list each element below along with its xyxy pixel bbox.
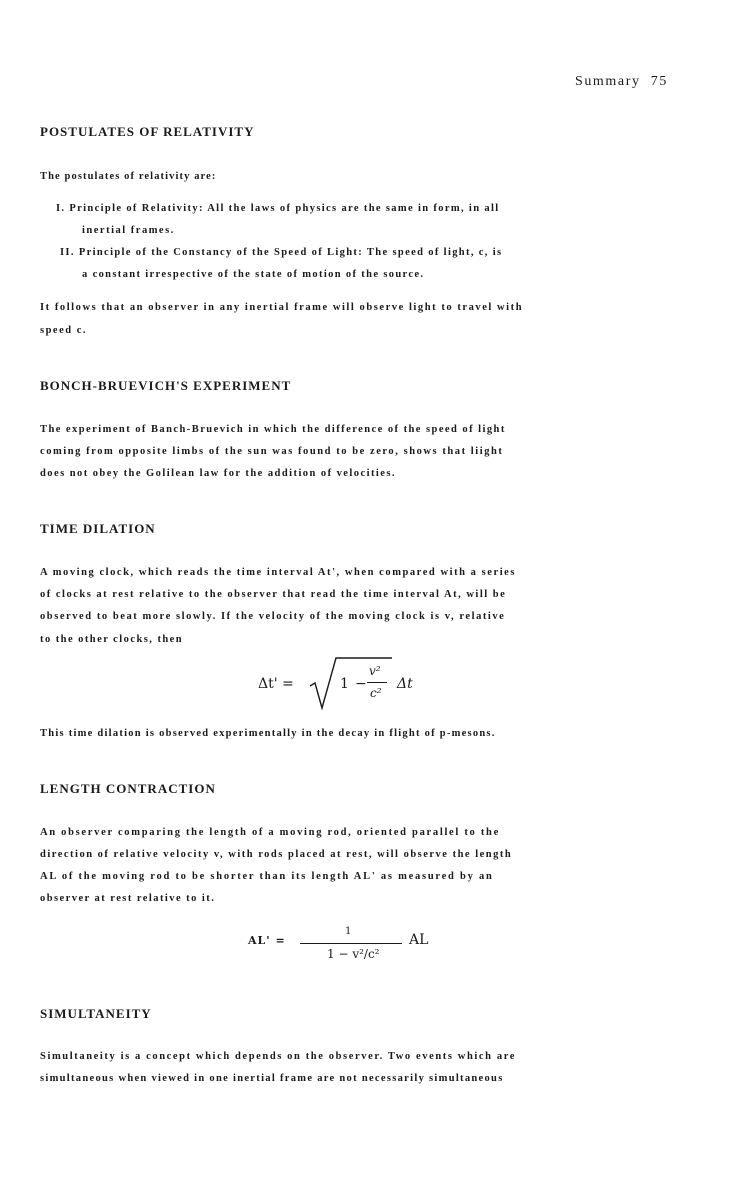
eq-td-lhs: Δt' = [258,676,294,692]
simultaneity-line-1: Simultaneity is a concept which depends on the observer. Two events which are [40,1051,517,1062]
postulate-1-line-2: inertial frames. [82,225,175,236]
length-contraction-line-2: direction of relative velocity v, with rods placed at rest, will observe the length [40,849,513,860]
sqrt-radical [308,656,394,712]
time-dilation-line-3: observed to beat more slowly. If the velocity of the moving clock is v, relative [40,611,506,622]
postulate-1-line-1: I. Principle of Relativity: All the laws of physics are the same in form, in all [56,203,500,214]
section-heading-postulates: POSTULATES OF RELATIVITY [40,124,255,139]
eq-td-one: 1 [340,676,349,692]
eq-lc-numerator: 1 [345,926,352,937]
running-header [575,74,668,90]
bonch-line-2: coming from opposite limbs of the sun was found to be zero, shows that liight [40,446,504,457]
time-dilation-after: This time dilation is observed experimentally in the decay in flight of p-mesons. [40,728,496,739]
bonch-line-1: The experiment of Banch-Bruevich in which the difference of the speed of light [40,424,506,435]
running-title: Summary [574,74,641,89]
postulate-2-line-1: II. Principle of the Constancy of the Speed of Light: The speed of light, c, is [60,247,503,258]
postulate-2-line-2: a constant irrespective of the state of motion of the source. [82,269,425,280]
length-contraction-line-3: AL of the moving rod to be shorter than its length AL' as measured by an [40,871,494,882]
postulates-para-line-2: speed c. [40,325,87,336]
bonch-line-3: does not obey the Golilean law for the addition of velocities. [40,468,396,479]
simultaneity-line-2: simultaneous when viewed in one inertial frame are not necessarily simultaneous [40,1073,504,1084]
eq-lc-lhs: AL' = [248,934,286,947]
time-dilation-line-4: to the other clocks, then [40,634,184,645]
eq-lc-fraction-bar [300,943,402,944]
section-heading-simultaneity: SIMULTANEITY [40,1006,152,1021]
time-dilation-line-1: A moving clock, which reads the time interval At', when compared with a series [40,567,517,578]
section-heading-time-dilation: TIME DILATION [40,521,156,536]
eq-td-numerator: v² [369,664,381,678]
section-heading-bonch: BONCH-BRUEVICH'S EXPERIMENT [40,378,292,393]
eq-td-minus: − [355,676,367,692]
eq-lc-denominator: 1 − v²/c² [327,947,380,961]
section-heading-length-contraction: LENGTH CONTRACTION [40,781,216,796]
length-contraction-line-1: An observer comparing the length of a moving rod, oriented parallel to the [40,827,500,838]
eq-lc-rhs: AL [409,932,429,948]
time-dilation-line-2: of clocks at rest relative to the observer that read the time interval At, will be [40,589,507,600]
postulates-para-line-1: It follows that an observer in any inertial frame will observe light to travel with [40,302,524,313]
eq-td-rhs: Δt [397,676,413,692]
eq-td-fraction-bar [367,682,387,683]
eq-td-denominator: c² [370,686,382,700]
postulates-intro: The postulates of relativity are: [40,171,217,182]
page-number: 75 [650,74,668,89]
length-contraction-line-4: observer at rest relative to it. [40,893,216,904]
